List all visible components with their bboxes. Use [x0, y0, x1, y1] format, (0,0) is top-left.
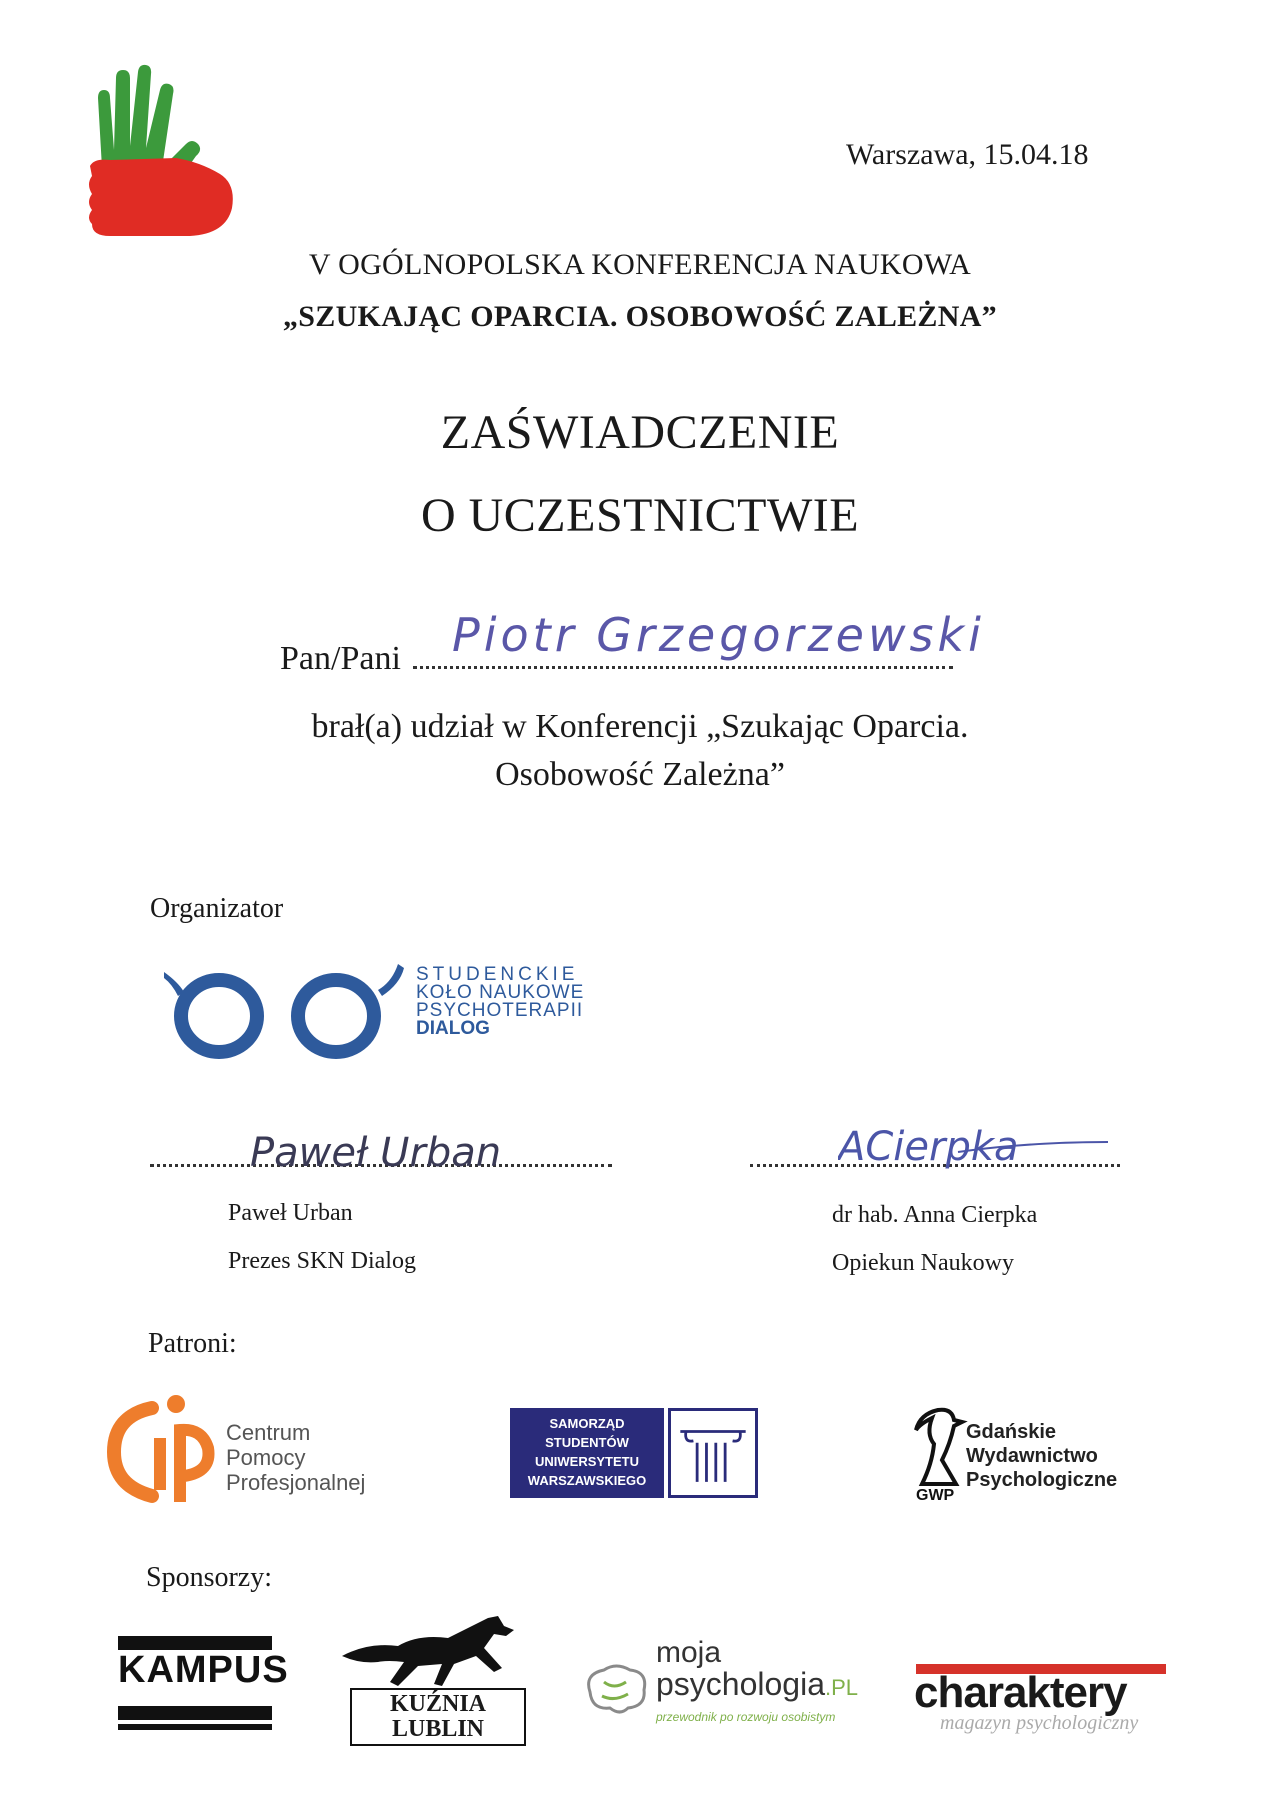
skn-line: KOŁO NAUKOWE: [416, 982, 585, 1003]
participation-text-cont: Osobowość Zależna”: [495, 756, 785, 793]
skn-line: PSYCHOTERAPII: [416, 1000, 584, 1021]
date: Warszawa, 15.04.18: [846, 138, 1089, 171]
column-icon: [668, 1408, 758, 1498]
cpp-text: [226, 1420, 365, 1495]
skn-dialog-text: [416, 966, 584, 1038]
gwp-line: Gdańskie: [966, 1421, 1057, 1443]
psychologia-word: psychologia: [656, 1666, 825, 1702]
moja-tagline: przewodnik po rozwoju osobistym: [656, 1710, 836, 1724]
conference-title: „SZUKAJĄC OPARCIA. OSOBOWOŚĆ ZALEŻNA”: [283, 300, 997, 333]
signer-name-left: Paweł Urban: [228, 1200, 353, 1226]
skn-line: STUDENCKIE: [416, 964, 579, 985]
patrons-label: Patroni:: [148, 1328, 237, 1359]
sponsors-label: Sponsorzy:: [146, 1562, 272, 1593]
ssuw-line: SAMORZĄD: [549, 1416, 625, 1431]
certificate-title: ZAŚWIADCZENIE: [440, 406, 840, 459]
moja-text: moja: [656, 1636, 722, 1669]
participant-name: Piotr Grzegorzewski: [452, 608, 985, 662]
charaktery-subtitle: magazyn psychologiczny: [940, 1712, 1139, 1734]
signature-cierpka: [838, 1112, 1118, 1182]
kampus-logo: KAMPUS: [118, 1649, 289, 1691]
ssuw-line: STUDENTÓW: [545, 1435, 629, 1450]
skn-dialog-logo: [164, 962, 414, 1066]
gwp-abbr: GWP: [916, 1487, 955, 1504]
gwp-text: [966, 1420, 1117, 1492]
ssuw-line: UNIWERSYTETU: [535, 1454, 639, 1469]
cpp-logo: [104, 1390, 222, 1508]
gwp-bird-logo: [912, 1404, 968, 1504]
pl-suffix: .PL: [825, 1675, 859, 1700]
signature-cierpka-text: ACierpka: [838, 1124, 1019, 1170]
gwp-line: Psychologiczne: [966, 1469, 1118, 1491]
cpp-line: Profesjonalnej: [226, 1470, 366, 1495]
signer-name-right: dr hab. Anna Cierpka: [832, 1202, 1038, 1228]
signature-urban-text: Paweł Urban: [250, 1130, 502, 1176]
ssuw-logo: [510, 1408, 664, 1498]
signer-role-right: Opiekun Naukowy: [832, 1250, 1014, 1276]
conference-name: V OGÓLNOPOLSKA KONFERENCJA NAUKOWA: [308, 248, 972, 281]
conference-hands-logo: [80, 58, 240, 242]
psychologia-text: [656, 1666, 858, 1703]
organizer-label: Organizator: [150, 893, 284, 924]
kuznia-line: LUBLIN: [391, 1716, 485, 1742]
participation-text: brał(a) udział w Konferencji „Szukając Oparcia.: [311, 708, 969, 745]
gwp-line: Wydawnictwo: [966, 1445, 1098, 1467]
brain-icon: [580, 1662, 652, 1718]
certificate-subtitle: O UCZESTNICTWIE: [420, 489, 860, 542]
cpp-line: Pomocy: [226, 1445, 306, 1470]
ssuw-line: WARSZAWSKIEGO: [527, 1473, 647, 1488]
charaktery-logo: charaktery: [914, 1668, 1127, 1717]
signer-role-left: Prezes SKN Dialog: [228, 1248, 416, 1274]
skn-line: DIALOG: [416, 1018, 490, 1039]
horse-icon: [338, 1612, 528, 1692]
signature-urban: [250, 1118, 530, 1178]
kuznia-line: KUŹNIA: [389, 1691, 486, 1717]
cpp-line: Centrum: [226, 1420, 311, 1445]
kuznia-lublin-logo: [350, 1688, 526, 1746]
salutation: Pan/Pani: [280, 640, 401, 677]
